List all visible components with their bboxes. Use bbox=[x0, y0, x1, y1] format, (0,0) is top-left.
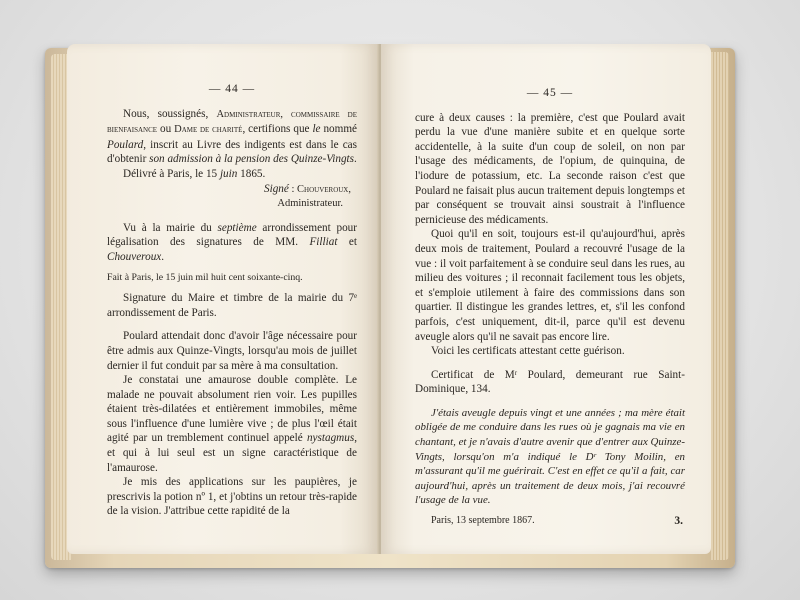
right-paragraph-1: cure à deux causes : la première, c'est que Poulard avait perdu la vue d'une manière subite et en quelque sorte accidentelle, à la suite d'un coup de soleil, on non par l'usage des médicaments, de l'opium, de quinquina, de l'iodure de potassium, etc. La seconde raison c'est que Poulard ne faisait plus aucun traitement depuis longtemps et par conséquent se trouvait ainsi soustrait à l'influence pernicieuse des médicaments. bbox=[415, 111, 685, 226]
body-paragraph-1: Poulard attendait donc d'avoir l'âge nécessaire pour être admis aux Quinze-Vingts, lorsqu'au mois de juillet dernier il fut conduit par sa mère à ma consultation. bbox=[107, 330, 357, 372]
signature-line: Signature du Maire et timbre de la mairie du 7ᵉ arrondissement de Paris. bbox=[107, 292, 357, 319]
certificate-text: J'étais aveugle depuis vingt et une années ; ma mère était obligée de me conduire dans les rues où je gagnais ma vie en chantant, et je n'avais d'autre avenir que d'entrer aux Quinze-Vingts, lorsqu'on m'a indiqué le Dʳ Tony Moilin, en m'assurant qu'il me guérirait. C'est en effet ce qu'il a fait, car aujourd'hui, après un traitement de deux mois, j'ai recouvré l'usage de la vue. bbox=[415, 406, 685, 507]
signature-mark: 3. bbox=[674, 515, 683, 528]
left-page bbox=[67, 44, 377, 554]
certificate-heading: Certificat de Mʳ Poulard, demeurant rue Saint-Dominique, 134. bbox=[415, 368, 685, 396]
date-line: Paris, 13 septembre 1867. bbox=[431, 515, 535, 527]
open-book bbox=[45, 40, 735, 575]
delivered-line: Délivré à Paris, le 15 juin 1865. bbox=[123, 167, 266, 180]
right-page-number: — 45 — bbox=[526, 87, 574, 99]
right-page-text bbox=[415, 86, 685, 530]
right-paragraph-2: Quoi qu'il en soit, toujours est-il qu'aujourd'hui, après deux mois de traitement, Poulard a recouvré l'usage de la vue : il voit parfaitement à se conduire seul dans les rues, au milieu des voitures ; il reconnait facilement tous les objets, et s'emploie utilement à faire des commissions dans son quartier. Il distingue les grandes lettres, et, s'il les confond parfois, c'est uniquement, dit-il, parce qu'il est devenu aveugle alors qu'il ne savait pas encore lire. bbox=[415, 228, 685, 343]
page-edges-right bbox=[711, 52, 729, 560]
right-paragraph-3: Voici les certificats attestant cette guérison. bbox=[431, 345, 625, 358]
certificate-intro: Nous, soussignés, Administrateur, commissaire de bienfaisance ou Dame de charité, certifions que le nommé Poulard, inscrit au Livre des indigents est dans le cas d'obtenir son admission à la pension des Quinze-Vingts. bbox=[107, 107, 358, 166]
left-page-number: — 44 — bbox=[208, 83, 256, 95]
date-signature-row bbox=[415, 514, 685, 530]
body-paragraph-2: Je constatai une amaurose double complète. Le malade ne pouvait absolument rien voir. Les pupilles étaient très-dilatées et entièrement immobiles, même sous l'influence d'une lumière vive ; de plus l'œil était agité par un tremblement continuel appelé nystagmus, et qui à lui seul est un signe caractéristique de l'amaurose. bbox=[107, 374, 357, 474]
mairie-paragraph: Vu à la mairie du septième arrondissement pour légalisation des signatures de MM. Filliat et Chouveroux. bbox=[107, 221, 357, 263]
body-paragraph-3: Je mis des applications sur les paupières, je prescrivis la potion nº 1, et j'obtins un retour très-rapide de la vision. J'attribue cette rapidité de la bbox=[107, 476, 357, 518]
left-page-text bbox=[107, 82, 357, 519]
right-page bbox=[381, 44, 711, 554]
signed-role: Administrateur. bbox=[277, 198, 343, 210]
done-line: Fait à Paris, le 15 juin mil huit cent soixante-cinq. bbox=[107, 271, 303, 283]
signed-line: Signé : Chouveroux, bbox=[264, 182, 351, 195]
